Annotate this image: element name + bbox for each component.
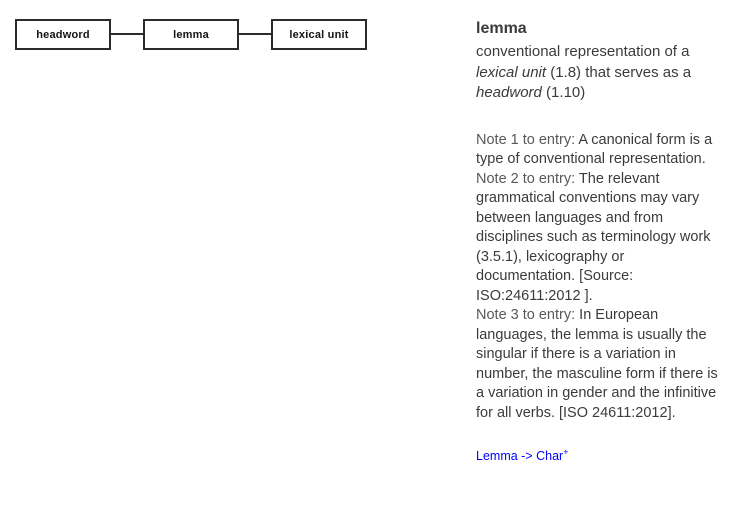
- note-1: [476, 131, 722, 170]
- entry-definition: [476, 42, 722, 104]
- diagram-node-headword-label: headword: [36, 28, 90, 41]
- diagram-node-lexical-unit[interactable]: [271, 19, 367, 50]
- diagram-node-headword[interactable]: [15, 19, 111, 50]
- diagram-node-lemma[interactable]: [143, 19, 239, 50]
- note-2-text: The relevant grammatical conventions may vary between languages and from disciplines such as terminology work (3.5.1), lexicography or documentation. [Source: ISO:24611:2012 ].: [476, 170, 711, 304]
- connector-line: [111, 33, 143, 35]
- entry-notes: [476, 131, 722, 424]
- lemma-char-link[interactable]: [476, 445, 568, 464]
- definition-text: conventional representation of a: [476, 43, 690, 60]
- connector-line: [239, 33, 271, 35]
- entry-term-heading: lemma: [476, 20, 527, 37]
- definition-cross-ref-headword: headword: [476, 84, 542, 101]
- note-3-label: Note 3 to entry:: [476, 307, 576, 323]
- note-1-text: A canonical form is a type of conventional representation.: [476, 131, 713, 167]
- diagram-node-lexical-unit-label: lexical unit: [289, 28, 349, 41]
- definition-text: (1.8) that serves as a: [546, 63, 692, 81]
- definition-text: (1.10): [541, 84, 586, 101]
- concept-diagram: [0, 0, 470, 70]
- entry-panel: [476, 19, 722, 464]
- note-1-label: Note 1 to entry:: [476, 131, 576, 148]
- lemma-char-link-text: Lemma -> Char: [476, 449, 564, 464]
- note-3-text: In European languages, the lemma is usually the singular if there is a variation in number, the masculine form if there is a variation in gender and the infinitive for all verbs. [ISO 24611:2012].: [476, 307, 718, 421]
- diagram-node-lemma-label: lemma: [173, 28, 209, 41]
- note-2: [476, 170, 722, 307]
- note-3: [476, 306, 722, 423]
- lemma-char-link-superscript: +: [563, 447, 569, 457]
- note-2-label: Note 2 to entry:: [476, 170, 576, 187]
- definition-cross-ref-lexical-unit: lexical unit: [476, 63, 547, 81]
